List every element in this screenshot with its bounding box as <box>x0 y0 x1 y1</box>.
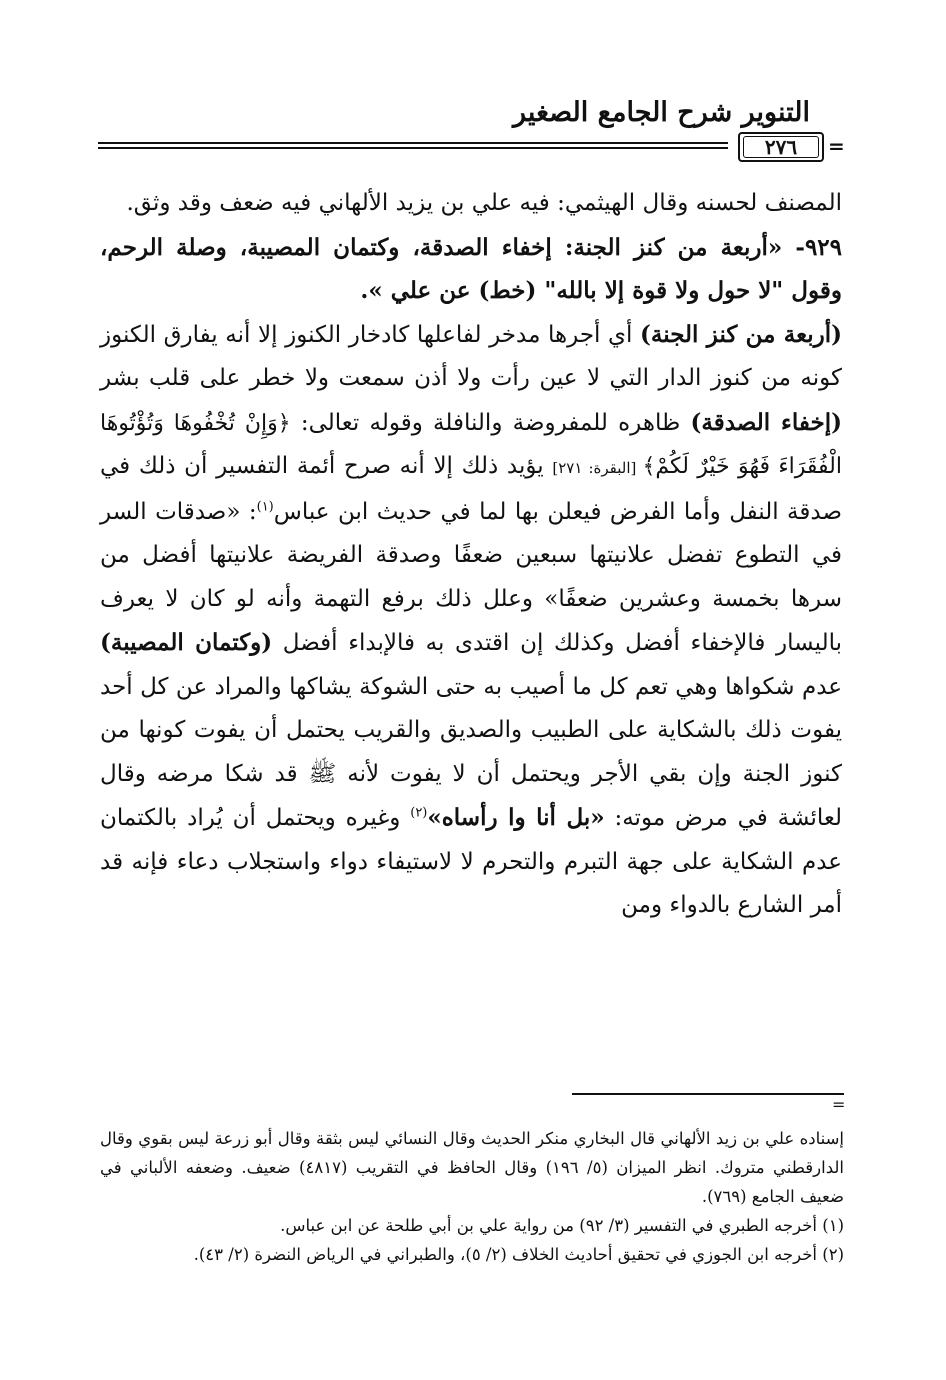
footnote-1: (١) أخرجه الطبري في التفسير (٣/ ٩٢) من رواية علي بن أبي طلحة عن ابن عباس. <box>280 1216 844 1235</box>
header-rule <box>98 132 846 162</box>
commentary-text-f: وغيره ويحتمل أن يُراد بالكتمان عدم الشكاية على جهة التبرم والتحرم لا لاستيفاء دواء واستجلاب دعاء فإنه قد أمر الشارع بالدواء ومن <box>100 805 842 918</box>
footnote-continuation-mark: = <box>832 1095 846 1114</box>
hadith-text: ٩٢٩- «أربعة من كنز الجنة: إخفاء الصدقة، وكتمان المصيبة، وصلة الرحم، وقول "لا حول ولا قوة إلا بالله" (خط) عن علي ». <box>100 233 842 304</box>
footnote-continued: إسناده علي بن زيد الألهاني قال البخاري منكر الحديث وقال النسائي ليس بثقة وقال أبو زرعة ليس بقوي وقال الدارقطني متروك. انظر الميزان (٥/ ١٩٦) وقال الحافظ في التقريب (٤٨١٧) ضعيف. وضعفه الألباني في ضعيف الجامع (٧٦٩). <box>100 1129 844 1206</box>
page-number: ٢٧٦ <box>764 135 798 159</box>
commentary-lemma-3: (وكتمان المصيبة) <box>100 629 273 656</box>
commentary-text-b: ظاهره للمفروضة والنافلة وقوله تعالى: <box>290 409 691 436</box>
page-number-box <box>738 132 824 162</box>
commentary-lemma-2: (إخفاء الصدقة) <box>690 408 842 436</box>
footnote-separator <box>572 1093 844 1095</box>
commentary-text-a: أي أجرها مدخر لفاعلها كادخار الكنوز إلا أنه يفارق الكنوز كونه من كنوز الدار التي لا عين رأت ولا أذن سمعت ولا خطر على قلب بشر <box>100 321 842 391</box>
hadith-quote-bold: «بل أنا وا رأساه» <box>427 804 605 831</box>
header-rule-line-top <box>98 142 728 144</box>
quran-reference: [البقرة: ٢٧١] <box>552 459 643 477</box>
quran-verse: ﴿وَإِنْ تُخْفُوهَا وَتُؤْتُوهَا الْفُقَرَاءَ فَهُوَ خَيْرٌ لَكُمْ﴾ <box>100 410 843 479</box>
header-dash-mark: = <box>828 134 845 158</box>
running-header-title: التنوير شرح الجامع الصغير <box>513 97 810 128</box>
main-text <box>100 182 842 928</box>
footnotes <box>100 1124 844 1269</box>
commentary-text-e: عدم شكواها وهي تعم كل ما أصيب به حتى الشوكة يشاكها والمراد عن كل أحد يفوت ذلك بالشكاية على الطبيب والصديق والقريب يحتمل أن يفوت كونها من كنوز الجنة وإن بقي الأجر ويحتمل أن لا يفوت لأنه ﷺ قد شكا مرضه وقال لعائشة في مرض موته: <box>100 673 842 831</box>
footnote-marker-1: (١) <box>256 498 274 514</box>
continuation-line: المصنف لحسنه وقال الهيثمي: فيه علي بن يزيد الألهاني فيه ضعف وقد وثق. <box>126 190 842 216</box>
commentary-text-c: يؤيد ذلك إلا أنه صرح أئمة التفسير أن ذلك في صدقة النفل وأما الفرض فيعلن بها لما في حديث ابن عباس <box>100 453 842 525</box>
footnote-marker-2: (٢) <box>410 805 428 821</box>
commentary-paragraph <box>100 313 842 928</box>
commentary-lemma-1: (أربعة من كنز الجنة) <box>640 320 842 348</box>
header-rule-line-bottom <box>98 147 728 149</box>
commentary-text-d: : «صدقات السر في التطوع تفضل علانيتها سبعين ضعفًا وصدقة الفريضة علانيتها أفضل من سرها بخمسة وعشرين ضعفًا» وعلل ذلك برفع التهمة وأنه لو كان لا يعرف باليسار فالإخفاء أفضل وكذلك إن اقتدى به فالإبداء أفضل <box>100 498 842 656</box>
footnote-2: (٢) أخرجه ابن الجوزي في تحقيق أحاديث الخلاف (٢/ ٥)، والطبراني في الرياض النضرة (٢/ ٤٣). <box>193 1245 844 1264</box>
